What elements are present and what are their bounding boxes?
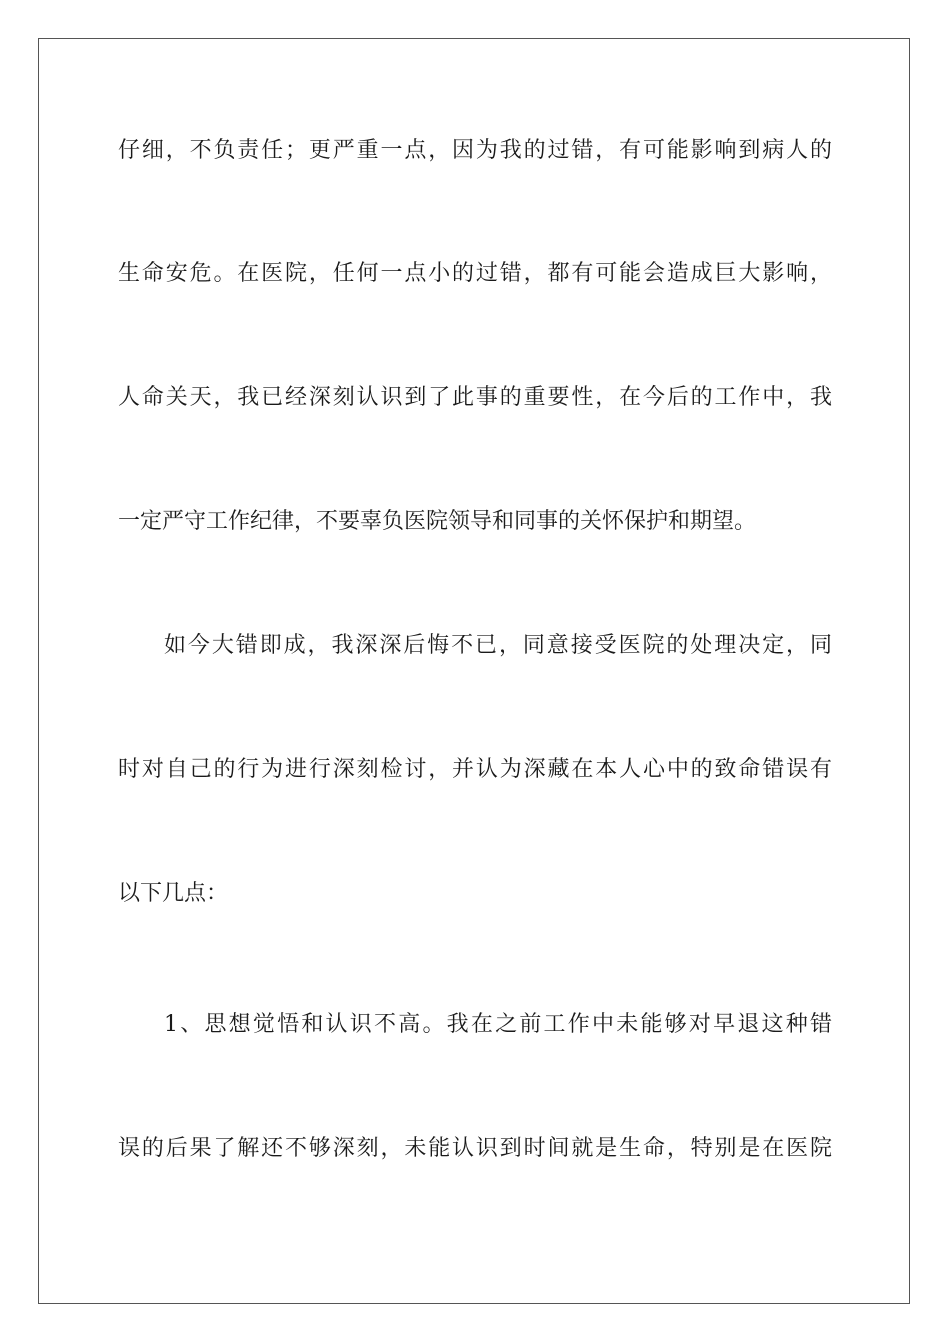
text-line-2: 生命安危。在医院，任何一点小的过错，都有可能会造成巨大影响，	[118, 261, 832, 286]
text-line-8: 1、思想觉悟和认识不高。我在之前工作中未能够对早退这种错	[164, 1012, 832, 1037]
text-line-7: 以下几点：	[118, 881, 229, 906]
text-line-9: 误的后果了解还不够深刻，未能认识到时间就是生命，特别是在医院	[118, 1136, 832, 1161]
page-frame	[38, 38, 910, 1304]
text-line-4: 一定严守工作纪律，不要辜负医院领导和同事的关怀保护和期望。	[118, 509, 757, 534]
text-line-1: 仔细，不负责任；更严重一点，因为我的过错，有可能影响到病人的	[118, 138, 832, 163]
text-line-6: 时对自己的行为进行深刻检讨，并认为深藏在本人心中的致命错误有	[118, 757, 832, 782]
text-line-3: 人命关天，我已经深刻认识到了此事的重要性，在今后的工作中，我	[118, 385, 832, 410]
text-line-5: 如今大错即成，我深深后悔不已，同意接受医院的处理决定，同	[164, 633, 832, 658]
